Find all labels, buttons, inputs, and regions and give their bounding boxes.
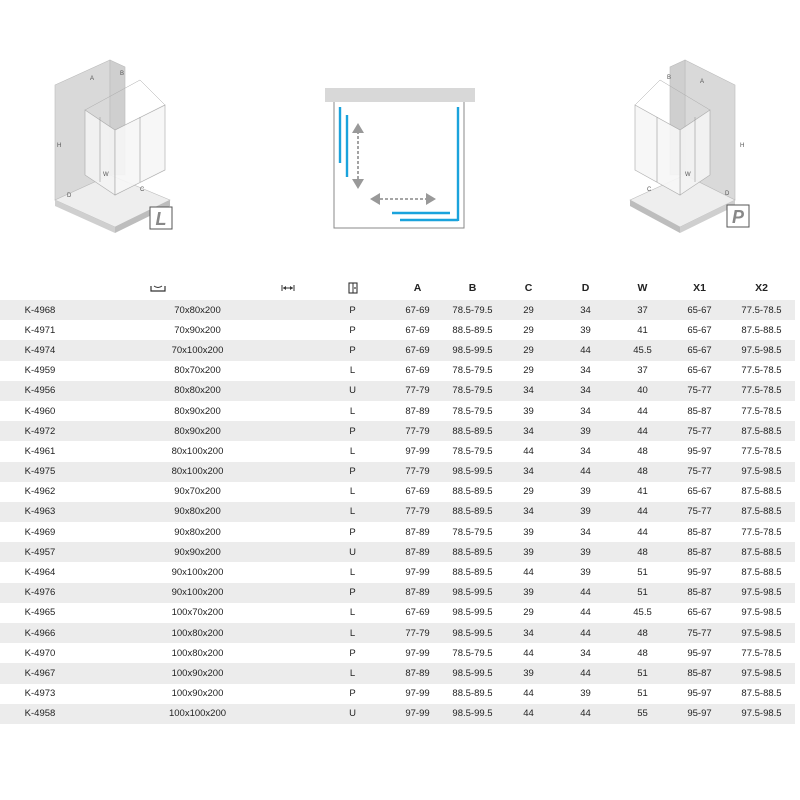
cell-size: 100x100x200	[80, 704, 315, 724]
cell-a: 67-69	[390, 320, 445, 340]
diagram-right-label-a: A	[700, 79, 705, 85]
cell-code: K-4971	[0, 320, 80, 340]
cell-code: K-4956	[0, 381, 80, 401]
header-x2: X2	[755, 282, 768, 294]
cell-size: 90x70x200	[80, 482, 315, 502]
cell-x1: 95-97	[671, 643, 728, 663]
diagram-right-label-b: B	[667, 75, 672, 81]
cell-code: K-4969	[0, 522, 80, 542]
cell-type: P	[315, 320, 390, 340]
cell-c: 34	[500, 502, 557, 522]
cell-d: 39	[557, 502, 614, 522]
table-row	[0, 704, 795, 724]
cell-type: L	[315, 361, 390, 381]
cell-c: 29	[500, 300, 557, 320]
cell-x2: 77.5-78.5	[728, 522, 795, 542]
cell-x2: 77.5-78.5	[728, 441, 795, 461]
cell-a: 97-99	[390, 562, 445, 582]
cell-x2: 87.5-88.5	[728, 320, 795, 340]
table-row	[0, 583, 795, 603]
cell-x1: 95-97	[671, 704, 728, 724]
cell-x2: 97.5-98.5	[728, 603, 795, 623]
cell-a: 97-99	[390, 704, 445, 724]
cell-a: 67-69	[390, 340, 445, 360]
cell-d: 44	[557, 663, 614, 683]
cell-code: K-4959	[0, 361, 80, 381]
cell-w: 40	[614, 381, 671, 401]
cell-size: 100x90x200	[80, 663, 315, 683]
cell-x1: 85-87	[671, 542, 728, 562]
cell-w: 51	[614, 562, 671, 582]
cell-x1: 65-67	[671, 320, 728, 340]
diagram-right-label-d: D	[725, 191, 730, 197]
cell-size: 70x100x200	[80, 340, 315, 360]
cell-a: 77-79	[390, 421, 445, 441]
cell-code: K-4960	[0, 401, 80, 421]
table-row	[0, 381, 795, 401]
cell-d: 39	[557, 421, 614, 441]
cell-b: 78.5-79.5	[445, 441, 500, 461]
spec-table	[0, 276, 795, 724]
cell-x1: 95-97	[671, 441, 728, 461]
cell-a: 97-99	[390, 441, 445, 461]
cell-x2: 87.5-88.5	[728, 421, 795, 441]
cell-type: L	[315, 663, 390, 683]
cell-d: 34	[557, 300, 614, 320]
cell-a: 87-89	[390, 583, 445, 603]
cell-size: 100x80x200	[80, 643, 315, 663]
cell-a: 77-79	[390, 462, 445, 482]
cell-d: 39	[557, 482, 614, 502]
cell-type: P	[315, 462, 390, 482]
cell-code: K-4967	[0, 663, 80, 683]
cell-code: K-4970	[0, 643, 80, 663]
cell-type: L	[315, 562, 390, 582]
cell-x2: 97.5-98.5	[728, 340, 795, 360]
cell-b: 98.5-99.5	[445, 583, 500, 603]
cell-c: 39	[500, 663, 557, 683]
cell-d: 34	[557, 401, 614, 421]
table-row	[0, 441, 795, 461]
cell-c: 34	[500, 623, 557, 643]
header-type	[315, 276, 390, 300]
cell-x2: 97.5-98.5	[728, 462, 795, 482]
cell-code: K-4965	[0, 603, 80, 623]
cell-d: 34	[557, 441, 614, 461]
cell-d: 44	[557, 583, 614, 603]
cell-a: 87-89	[390, 542, 445, 562]
cell-x1: 65-67	[671, 340, 728, 360]
cell-type: P	[315, 583, 390, 603]
cell-code: K-4975	[0, 462, 80, 482]
cell-type: U	[315, 542, 390, 562]
cell-code: K-4976	[0, 583, 80, 603]
cell-w: 37	[614, 300, 671, 320]
cell-x1: 85-87	[671, 663, 728, 683]
cell-size: 100x70x200	[80, 603, 315, 623]
cell-size: 80x70x200	[80, 361, 315, 381]
cell-size: 90x100x200	[80, 562, 315, 582]
cell-w: 45.5	[614, 603, 671, 623]
cell-c: 29	[500, 603, 557, 623]
cell-d: 34	[557, 361, 614, 381]
cell-type: L	[315, 623, 390, 643]
cell-b: 98.5-99.5	[445, 663, 500, 683]
cell-b: 98.5-99.5	[445, 603, 500, 623]
cell-code: K-4968	[0, 300, 80, 320]
cell-b: 78.5-79.5	[445, 401, 500, 421]
cell-a: 97-99	[390, 643, 445, 663]
cell-c: 39	[500, 401, 557, 421]
cell-type: U	[315, 381, 390, 401]
table-row	[0, 401, 795, 421]
cell-b: 98.5-99.5	[445, 704, 500, 724]
cell-d: 39	[557, 542, 614, 562]
table-row	[0, 340, 795, 360]
table-row	[0, 462, 795, 482]
door-icon	[348, 282, 358, 294]
cell-code: K-4974	[0, 340, 80, 360]
cell-size: 80x90x200	[80, 401, 315, 421]
table-row	[0, 562, 795, 582]
cell-d: 39	[557, 562, 614, 582]
table-row	[0, 623, 795, 643]
cell-b: 78.5-79.5	[445, 361, 500, 381]
cell-a: 97-99	[390, 684, 445, 704]
cell-type: L	[315, 502, 390, 522]
cell-w: 51	[614, 583, 671, 603]
cell-type: P	[315, 522, 390, 542]
cell-x1: 65-67	[671, 300, 728, 320]
cell-x2: 77.5-78.5	[728, 361, 795, 381]
cell-w: 51	[614, 684, 671, 704]
cell-type: P	[315, 300, 390, 320]
cell-type: P	[315, 340, 390, 360]
cell-size: 100x90x200	[80, 684, 315, 704]
cell-a: 67-69	[390, 482, 445, 502]
cell-c: 44	[500, 684, 557, 704]
cell-b: 88.5-89.5	[445, 562, 500, 582]
cell-type: L	[315, 401, 390, 421]
cell-w: 55	[614, 704, 671, 724]
header-a: A	[413, 282, 422, 294]
cell-x2: 87.5-88.5	[728, 562, 795, 582]
cell-a: 77-79	[390, 623, 445, 643]
shower-plan-diagram	[320, 85, 480, 230]
diagram-left-badge: L	[155, 209, 167, 229]
cell-d: 44	[557, 603, 614, 623]
cell-x2: 97.5-98.5	[728, 663, 795, 683]
cell-size: 90x80x200	[80, 522, 315, 542]
cell-w: 44	[614, 421, 671, 441]
table-row	[0, 361, 795, 381]
cell-x2: 87.5-88.5	[728, 502, 795, 522]
cell-a: 87-89	[390, 522, 445, 542]
cell-x1: 75-77	[671, 623, 728, 643]
cell-c: 44	[500, 704, 557, 724]
cell-d: 39	[557, 684, 614, 704]
cell-b: 98.5-99.5	[445, 462, 500, 482]
cell-b: 88.5-89.5	[445, 542, 500, 562]
spec-table-header	[0, 276, 795, 300]
cell-code: K-4963	[0, 502, 80, 522]
cell-b: 78.5-79.5	[445, 522, 500, 542]
cell-c: 44	[500, 562, 557, 582]
cell-b: 98.5-99.5	[445, 340, 500, 360]
cell-w: 44	[614, 401, 671, 421]
cell-w: 44	[614, 502, 671, 522]
table-row	[0, 684, 795, 704]
cell-d: 34	[557, 381, 614, 401]
cell-x1: 65-67	[671, 603, 728, 623]
table-row	[0, 603, 795, 623]
width-arrows-icon	[281, 284, 295, 292]
cell-code: K-4962	[0, 482, 80, 502]
cell-d: 44	[557, 462, 614, 482]
cell-d: 44	[557, 704, 614, 724]
cell-type: U	[315, 704, 390, 724]
cell-d: 39	[557, 320, 614, 340]
cell-x1: 85-87	[671, 583, 728, 603]
cell-c: 34	[500, 462, 557, 482]
diagram-left-label-b: B	[120, 71, 125, 77]
diagram-left-label-d: D	[67, 193, 72, 199]
cell-x2: 87.5-88.5	[728, 542, 795, 562]
cell-code: K-4964	[0, 562, 80, 582]
table-row	[0, 522, 795, 542]
table-row	[0, 300, 795, 320]
header-code	[0, 276, 80, 300]
cell-x1: 75-77	[671, 502, 728, 522]
table-row	[0, 643, 795, 663]
cell-c: 29	[500, 320, 557, 340]
cell-w: 48	[614, 643, 671, 663]
cell-type: L	[315, 441, 390, 461]
cell-w: 41	[614, 482, 671, 502]
cell-w: 48	[614, 462, 671, 482]
cell-x2: 77.5-78.5	[728, 381, 795, 401]
table-row	[0, 421, 795, 441]
table-row	[0, 663, 795, 683]
table-row	[0, 320, 795, 340]
cell-c: 39	[500, 542, 557, 562]
cell-x1: 75-77	[671, 381, 728, 401]
cell-size: 80x100x200	[80, 462, 315, 482]
cell-c: 29	[500, 340, 557, 360]
diagram-right-label-h: H	[740, 143, 745, 149]
cell-a: 67-69	[390, 300, 445, 320]
header-size	[80, 276, 315, 300]
cell-size: 80x80x200	[80, 381, 315, 401]
cell-d: 34	[557, 643, 614, 663]
cell-a: 77-79	[390, 502, 445, 522]
header-c: C	[524, 282, 533, 294]
shower-left-diagram	[40, 55, 190, 235]
cell-c: 39	[500, 522, 557, 542]
cell-x2: 87.5-88.5	[728, 482, 795, 502]
cell-x1: 75-77	[671, 421, 728, 441]
cell-size: 90x100x200	[80, 583, 315, 603]
cell-b: 88.5-89.5	[445, 684, 500, 704]
cell-x1: 75-77	[671, 462, 728, 482]
cell-type: L	[315, 482, 390, 502]
cell-x1: 85-87	[671, 522, 728, 542]
cell-size: 70x90x200	[80, 320, 315, 340]
cell-w: 41	[614, 320, 671, 340]
cell-size: 70x80x200	[80, 300, 315, 320]
cell-b: 98.5-99.5	[445, 623, 500, 643]
cell-type: P	[315, 421, 390, 441]
cell-w: 45.5	[614, 340, 671, 360]
cell-b: 88.5-89.5	[445, 502, 500, 522]
cell-w: 51	[614, 663, 671, 683]
cell-code: K-4972	[0, 421, 80, 441]
diagram-left-label-a: A	[90, 76, 95, 82]
spec-table-body	[0, 300, 795, 724]
cell-a: 87-89	[390, 401, 445, 421]
cell-size: 80x100x200	[80, 441, 315, 461]
diagram-left-label-c: C	[140, 187, 145, 193]
cell-c: 39	[500, 583, 557, 603]
tray-icon	[150, 283, 166, 293]
cell-x1: 95-97	[671, 684, 728, 704]
cell-c: 29	[500, 361, 557, 381]
cell-x2: 87.5-88.5	[728, 684, 795, 704]
cell-type: P	[315, 643, 390, 663]
shower-right-diagram	[625, 55, 765, 235]
cell-b: 88.5-89.5	[445, 482, 500, 502]
cell-code: K-4961	[0, 441, 80, 461]
cell-c: 34	[500, 421, 557, 441]
cell-c: 44	[500, 643, 557, 663]
cell-a: 87-89	[390, 663, 445, 683]
cell-x1: 65-67	[671, 482, 728, 502]
cell-b: 78.5-79.5	[445, 300, 500, 320]
header-w: W	[637, 282, 648, 294]
cell-c: 29	[500, 482, 557, 502]
cell-w: 44	[614, 522, 671, 542]
cell-x2: 97.5-98.5	[728, 623, 795, 643]
cell-code: K-4957	[0, 542, 80, 562]
cell-size: 90x80x200	[80, 502, 315, 522]
cell-x1: 85-87	[671, 401, 728, 421]
cell-x2: 77.5-78.5	[728, 401, 795, 421]
cell-b: 78.5-79.5	[445, 381, 500, 401]
cell-type: L	[315, 603, 390, 623]
table-row	[0, 542, 795, 562]
cell-c: 44	[500, 441, 557, 461]
cell-x1: 95-97	[671, 562, 728, 582]
diagram-left-label-w: W	[103, 172, 109, 178]
cell-a: 67-69	[390, 361, 445, 381]
cell-size: 80x90x200	[80, 421, 315, 441]
cell-x1: 65-67	[671, 361, 728, 381]
cell-b: 88.5-89.5	[445, 320, 500, 340]
cell-code: K-4958	[0, 704, 80, 724]
cell-c: 34	[500, 381, 557, 401]
cell-type: P	[315, 684, 390, 704]
cell-size: 100x80x200	[80, 623, 315, 643]
cell-a: 77-79	[390, 381, 445, 401]
cell-code: K-4966	[0, 623, 80, 643]
cell-w: 37	[614, 361, 671, 381]
cell-a: 67-69	[390, 603, 445, 623]
cell-d: 34	[557, 522, 614, 542]
cell-d: 44	[557, 340, 614, 360]
cell-b: 88.5-89.5	[445, 421, 500, 441]
header-x1: X1	[693, 282, 706, 294]
header-b: B	[468, 282, 477, 294]
diagram-right-label-c: C	[647, 187, 652, 193]
cell-x2: 77.5-78.5	[728, 643, 795, 663]
diagram-right-badge: P	[731, 207, 745, 227]
cell-w: 48	[614, 542, 671, 562]
cell-w: 48	[614, 623, 671, 643]
diagram-right-label-w: W	[685, 172, 691, 178]
cell-x2: 97.5-98.5	[728, 704, 795, 724]
cell-x2: 97.5-98.5	[728, 583, 795, 603]
cell-w: 48	[614, 441, 671, 461]
table-row	[0, 502, 795, 522]
table-row	[0, 482, 795, 502]
cell-code: K-4973	[0, 684, 80, 704]
cell-d: 44	[557, 623, 614, 643]
diagram-left-label-h: H	[57, 143, 62, 149]
cell-b: 78.5-79.5	[445, 643, 500, 663]
cell-x2: 77.5-78.5	[728, 300, 795, 320]
header-d: D	[581, 282, 590, 294]
cell-size: 90x90x200	[80, 542, 315, 562]
